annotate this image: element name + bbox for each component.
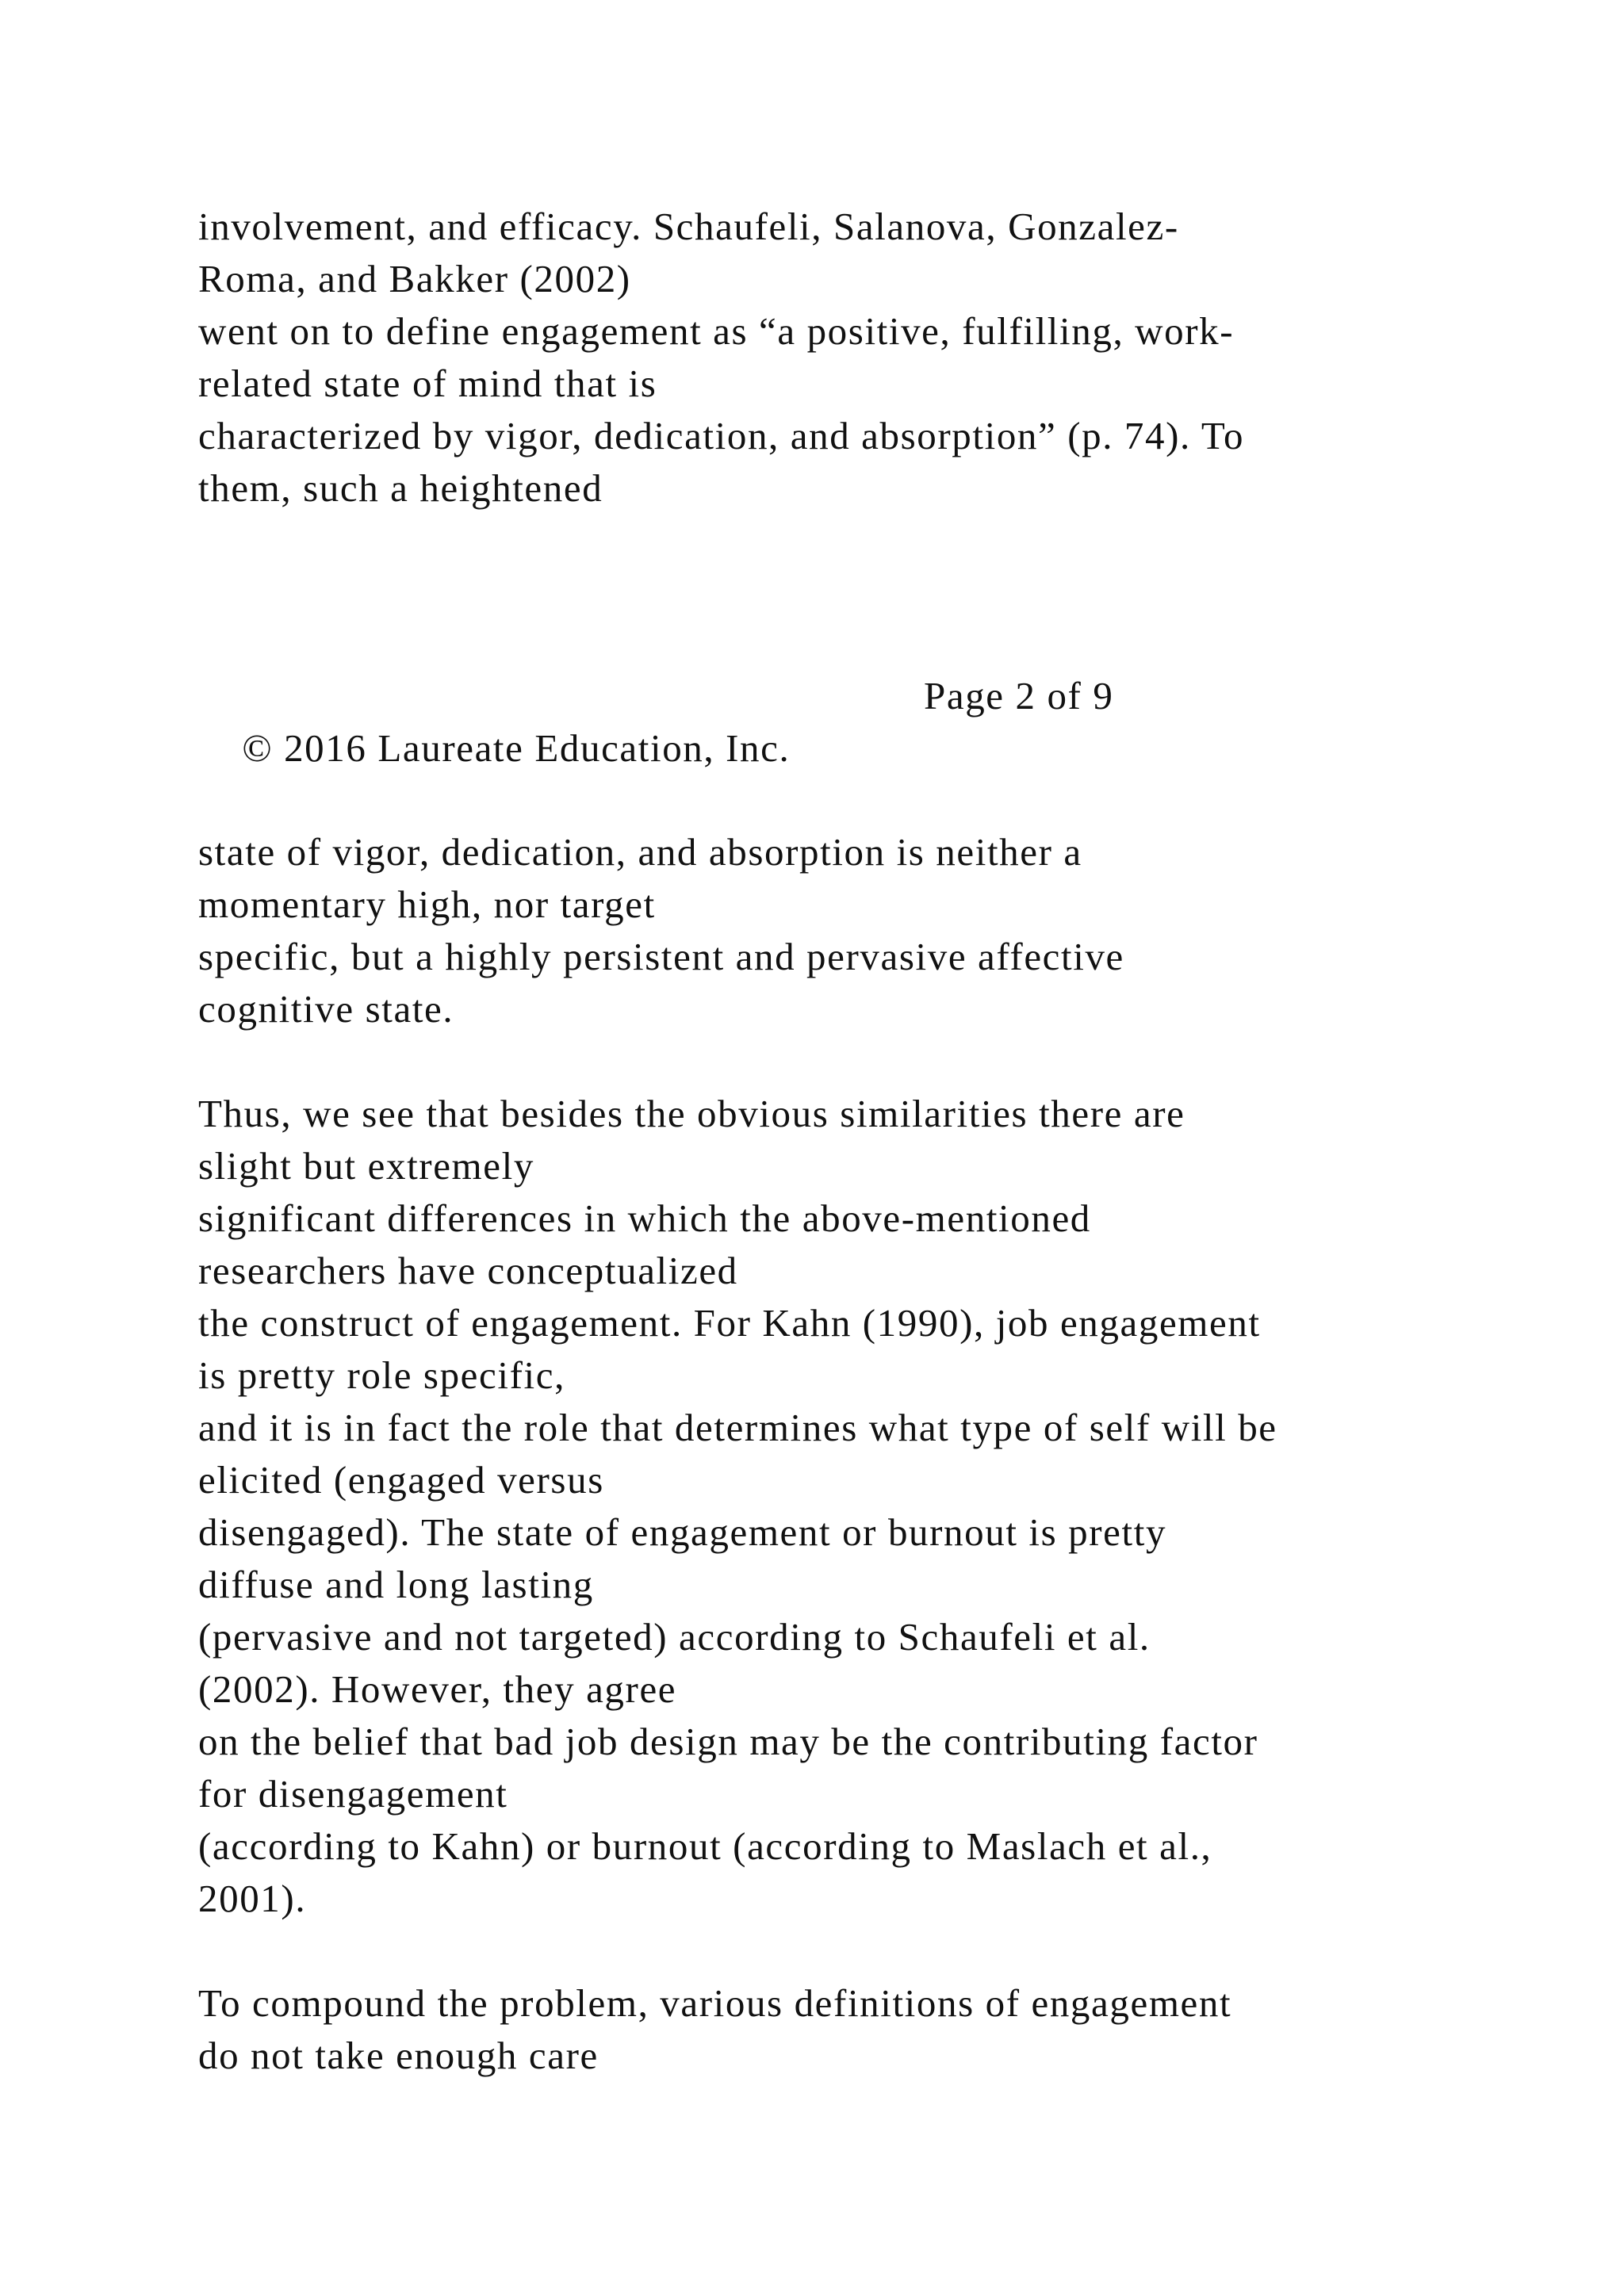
text-line: cognitive state. <box>198 987 454 1031</box>
text-line: diffuse and long lasting <box>198 1563 594 1606</box>
text-line: disengaged). The state of engagement or burnout is pretty <box>198 1510 1167 1554</box>
text-line: them, such a heightened <box>198 466 603 510</box>
text-line: and it is in fact the role that determines what type of self will be <box>198 1406 1277 1449</box>
text-line: To compound the problem, various definitions of engagement <box>198 1981 1232 2025</box>
copyright-notice: © 2016 Laureate Education, Inc. <box>242 726 791 770</box>
text-line: the construct of engagement. For Kahn (1990), job engagement <box>198 1301 1261 1345</box>
text-line: state of vigor, dedication, and absorption is neither a <box>198 830 1082 874</box>
text-line: (according to Kahn) or burnout (according to Maslach et al., <box>198 1824 1212 1868</box>
page-number: Page 2 of 9 <box>924 674 1114 718</box>
text-line: characterized by vigor, dedication, and absorption” (p. 74). To <box>198 414 1245 457</box>
text-line: momentary high, nor target <box>198 882 656 926</box>
text-line: slight but extremely <box>198 1144 534 1188</box>
text-line: do not take enough care <box>198 2034 599 2077</box>
text-line: is pretty role specific, <box>198 1353 565 1397</box>
text-line: Thus, we see that besides the obvious similarities there are <box>198 1092 1185 1135</box>
text-line: specific, but a highly persistent and pervasive affective <box>198 935 1124 978</box>
text-line: on the belief that bad job design may be the contributing factor <box>198 1720 1258 1763</box>
text-line: 2001). <box>198 1877 307 1920</box>
text-line: (pervasive and not targeted) according to Schaufeli et al. <box>198 1615 1151 1659</box>
text-line: elicited (engaged versus <box>198 1458 604 1502</box>
text-line: involvement, and efficacy. Schaufeli, Salanova, Gonzalez- <box>198 205 1179 248</box>
text-line: researchers have conceptualized <box>198 1249 738 1292</box>
text-line: related state of mind that is <box>198 362 657 405</box>
text-line: Roma, and Bakker (2002) <box>198 257 631 300</box>
text-line: (2002). However, they agree <box>198 1667 677 1711</box>
text-line: significant differences in which the above-mentioned <box>198 1196 1091 1240</box>
text-line: went on to define engagement as “a positive, fulfilling, work- <box>198 309 1235 353</box>
text-line: for disengagement <box>198 1772 508 1816</box>
